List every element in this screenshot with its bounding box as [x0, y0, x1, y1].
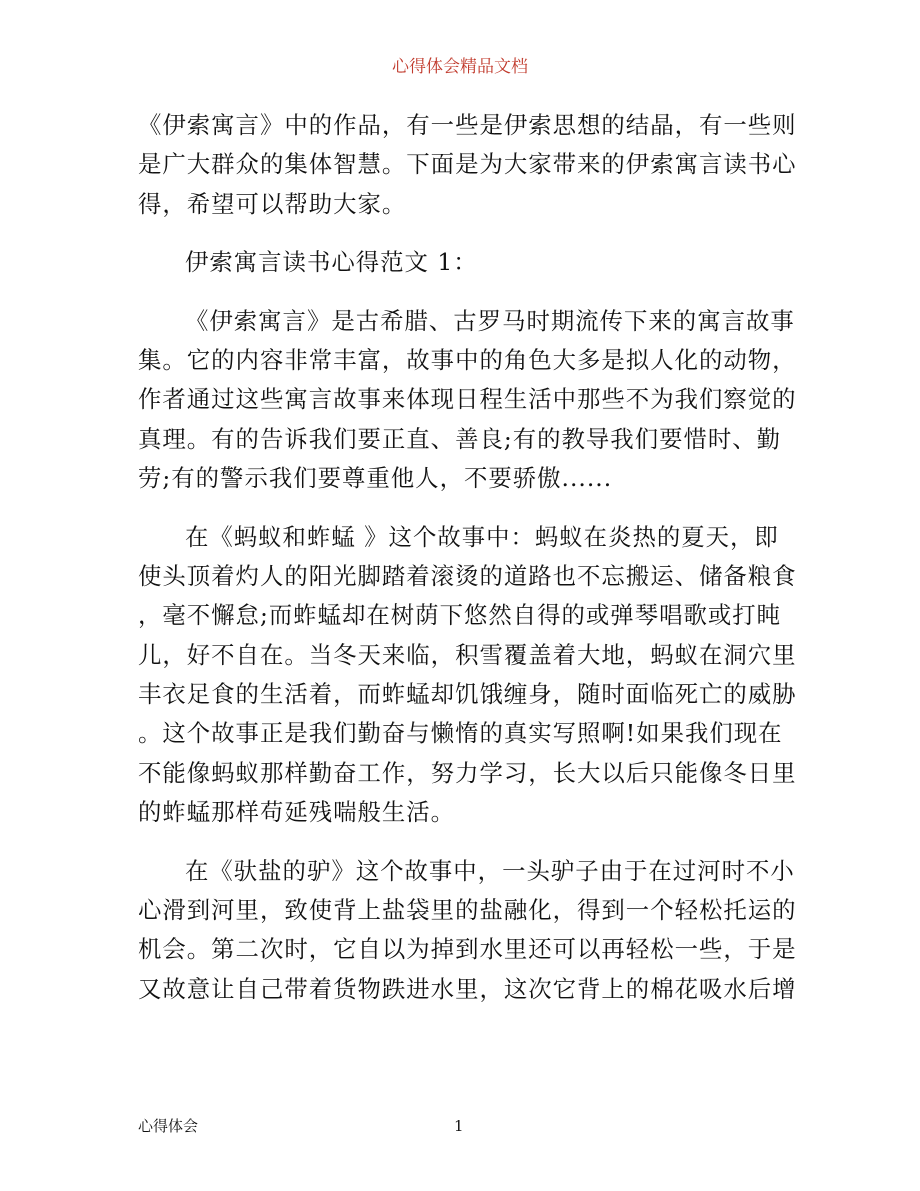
text-line: 《伊索寓言》是古希腊、古罗马时期流传下来的寓言故事	[185, 306, 795, 335]
text-line: 。这个故事正是我们勤奋与懒惰的真实写照啊!如果我们现在	[138, 719, 783, 748]
text-line: 作者通过这些寓言故事来体现日程生活中那些不为我们察觉的	[138, 385, 797, 414]
text-line: 在《蚂蚁和蚱蜢 》这个故事中：蚂蚁在炎热的夏天，即	[185, 522, 779, 551]
section-heading	[138, 243, 786, 282]
text-line: ，毫不懈怠;而蚱蜢却在树荫下悠然自得的或弹琴唱歌或打盹	[138, 601, 782, 630]
text-line: 是广大群众的集体智慧。下面是为大家带来的伊索寓言读书心	[138, 150, 797, 179]
document-body	[138, 106, 797, 1009]
text-line: 伊索寓言读书心得范文 1：	[185, 248, 478, 277]
text-line: 机会。第二次时，它自以为掉到水里还可以再轻松一些，于是	[138, 935, 797, 964]
paragraph-spacer	[138, 224, 786, 243]
text-line: 丰衣足食的生活着，而蚱蜢却饥饿缠身，随时面临死亡的威胁	[138, 680, 797, 709]
page-header-title: 心得体会精品文档	[392, 57, 528, 77]
paragraph-spacer	[138, 833, 786, 852]
paragraph-overview	[138, 302, 797, 499]
text-line: 在《驮盐的驴》这个故事中，一头驴子由于在过河时不小	[185, 856, 795, 885]
paragraph-salt-donkey	[138, 852, 797, 1010]
text-line: 儿，好不自在。当冬天来临，积雪覆盖着大地，蚂蚁在洞穴里	[138, 640, 797, 669]
paragraph-spacer	[138, 499, 786, 518]
text-line: 真理。有的告诉我们要正直、善良;有的教导我们要惜时、勤	[138, 424, 782, 453]
text-line: 《伊索寓言》中的作品，有一些是伊索思想的结晶，有一些则	[138, 111, 797, 139]
text-line: 得，希望可以帮助大家。	[138, 189, 407, 218]
paragraph-spacer	[138, 283, 786, 302]
text-line: 集。它的内容非常丰富，故事中的角色大多是拟人化的动物，	[138, 345, 797, 374]
text-line: 心滑到河里，致使背上盐袋里的盐融化，得到一个轻松托运的	[138, 896, 797, 925]
paragraph-intro	[138, 106, 797, 224]
text-line: 劳;有的警示我们要尊重他人，不要骄傲......	[138, 464, 613, 493]
page-number: 1	[454, 1117, 464, 1135]
footer-label: 心得体会	[138, 1117, 199, 1135]
text-line: 使头顶着灼人的阳光脚踏着滚烫的道路也不忘搬运、储备粮食	[138, 561, 797, 590]
paragraph-ant-grasshopper	[138, 518, 797, 833]
text-line: 又故意让自己带着货物跌进水里，这次它背上的棉花吸水后增	[138, 974, 797, 1003]
text-line: 不能像蚂蚁那样勤奋工作，努力学习，长大以后只能像冬日里	[138, 758, 797, 787]
text-line: 的蚱蜢那样苟延残喘般生活。	[138, 798, 456, 827]
